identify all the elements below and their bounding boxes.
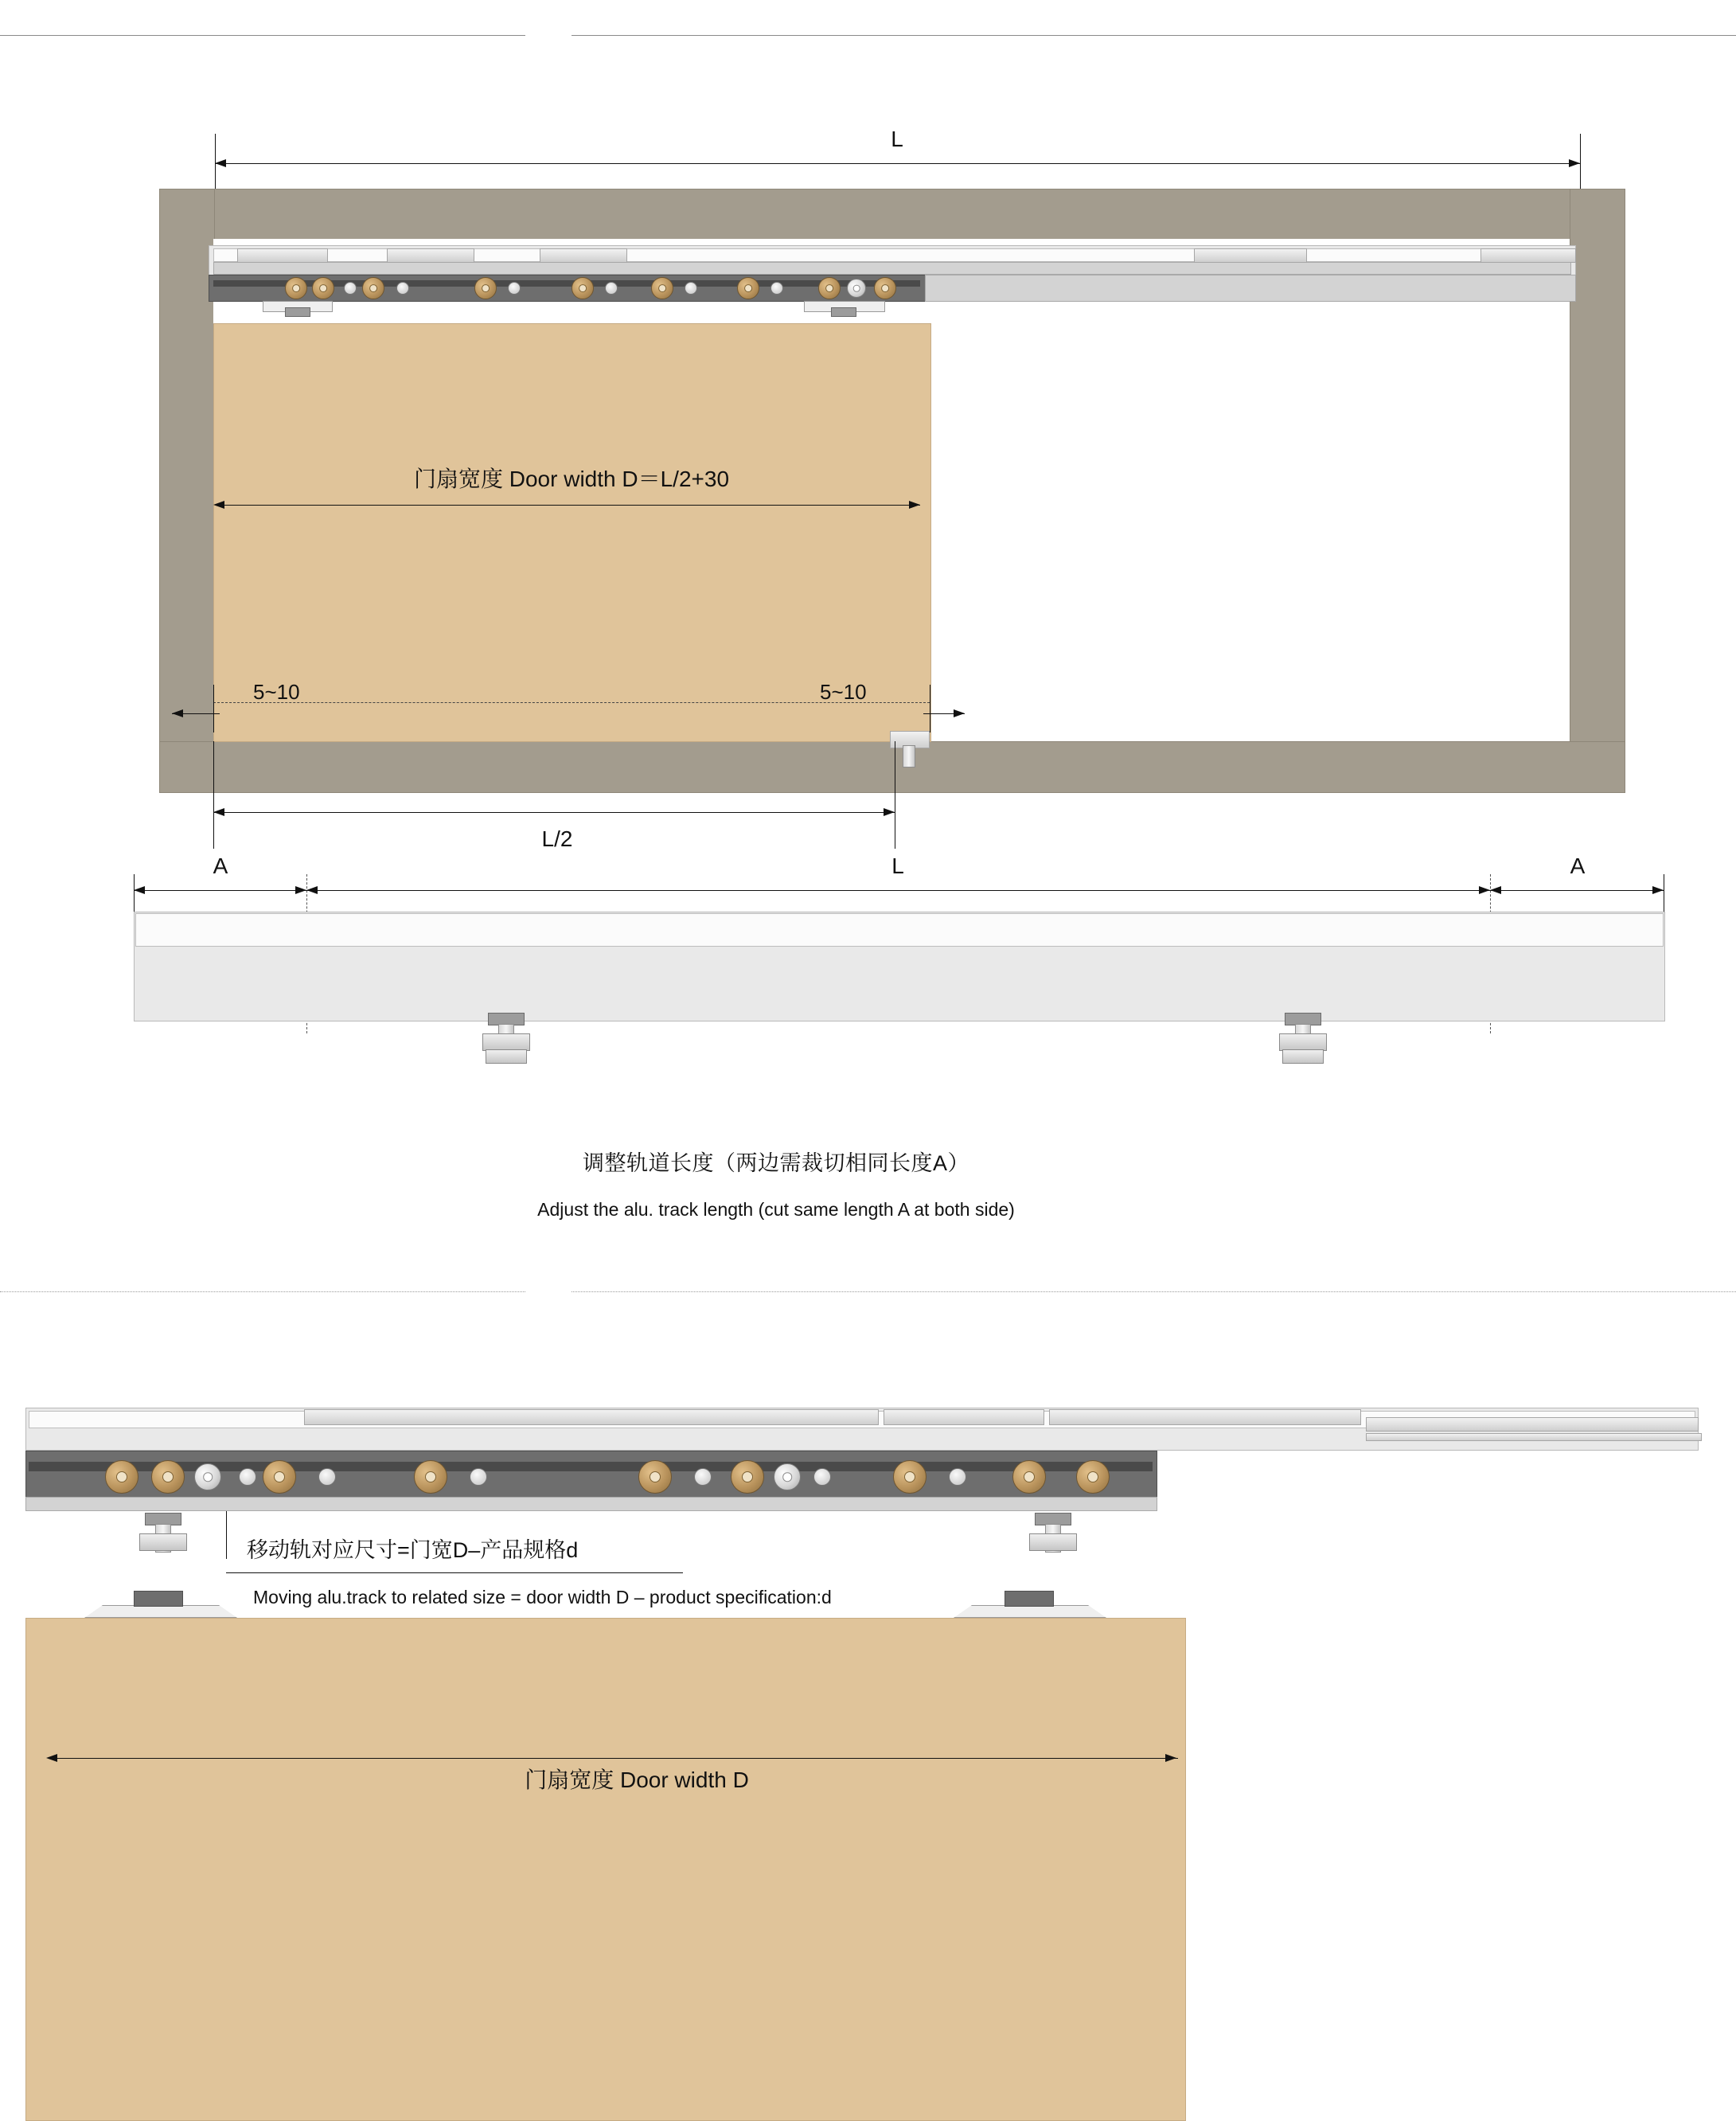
dim-arrow-A-left-start (134, 886, 145, 894)
track-bolt-base-left (486, 1049, 527, 1064)
detail-roller-wheel (638, 1460, 672, 1494)
detail-rail-plate-2 (884, 1409, 1044, 1425)
roller-nut (770, 282, 783, 295)
track-bolt-nut-right (1279, 1033, 1327, 1051)
note-english: Moving alu.track to related size = door width D – product specification:d (253, 1587, 832, 1607)
detail-rail-bottom-lip (25, 1497, 1157, 1511)
track-fixing-plate-4 (1194, 248, 1307, 263)
divider-rule-left (0, 1291, 525, 1292)
roller-nut (605, 282, 618, 295)
roller-wheel (285, 277, 307, 299)
dim-arrow-door-left (213, 501, 224, 509)
wall-left (159, 189, 215, 793)
detail-roller-wheel-silver (774, 1463, 801, 1490)
detail-roller-wheel (893, 1460, 927, 1494)
detail-roller-nut (949, 1468, 966, 1486)
dim-label-track-L: L (891, 853, 904, 878)
dim-line-track-L (306, 890, 1490, 891)
roller-wheel (312, 277, 334, 299)
detail-roller-wheel (414, 1460, 447, 1494)
track-fixing-plate-5 (1480, 248, 1576, 263)
detail-roller-nut (694, 1468, 712, 1486)
detail-bolt-nut-right (1029, 1533, 1077, 1551)
door-panel-bottom-figure (25, 1618, 1186, 2121)
roller-nut (344, 282, 357, 295)
detail-roller-wheel (1076, 1460, 1110, 1494)
roller-nut (685, 282, 697, 295)
dim-line-A-left (134, 890, 306, 891)
hanger-bolt-head-right (831, 307, 856, 317)
dim-arrow-A-right-end (1652, 886, 1664, 894)
detail-roller-nut (813, 1468, 831, 1486)
dim-arrow-half-left (213, 808, 224, 816)
dim-label-A-left: A (213, 853, 228, 878)
dim-arrow-A-left-end (295, 886, 306, 894)
detail-roller-wheel (1012, 1460, 1046, 1494)
dim-arrow-door-bottom-right (1165, 1754, 1176, 1762)
dim-line-A-right (1490, 890, 1664, 891)
dim-arrow-track-L-left (306, 886, 318, 894)
track-bolt-nut-left (482, 1033, 530, 1051)
detail-rail-tail (1366, 1417, 1699, 1432)
detail-roller-wheel (105, 1460, 138, 1494)
ext-line-gap-left (213, 685, 214, 732)
dim-line-L (215, 163, 1580, 164)
roller-wheel (474, 277, 497, 299)
wall-top (159, 189, 1625, 240)
dim-arrow-track-L-right (1479, 886, 1490, 894)
wall-right (1570, 189, 1625, 793)
door-width-label-bottom: 门扇宽度 Door width D (525, 1768, 749, 1792)
door-carrier-bracket-left (84, 1605, 237, 1618)
dim-arrow-L-left (215, 159, 226, 167)
note-chinese: 移动轨对应尺寸=门宽D–产品规格d (247, 1538, 579, 1562)
top-rule-right (572, 35, 1736, 36)
roller-wheel (572, 277, 594, 299)
door-carrier-block-left (134, 1591, 183, 1607)
detail-roller-wheel (731, 1460, 764, 1494)
note-leader-line (226, 1511, 227, 1559)
track-running-channel-right (925, 275, 1576, 302)
floor-guide-pin (903, 745, 915, 768)
roller-wheel (874, 277, 896, 299)
detail-rail-tail-thin (1366, 1433, 1702, 1441)
detail-rail-plate-3 (1049, 1409, 1361, 1425)
gap-label-left: 5~10 (253, 680, 300, 704)
detail-roller-nut (318, 1468, 336, 1486)
track-fixing-plate-3 (540, 248, 627, 263)
roller-nut (508, 282, 521, 295)
detail-roller-nut (239, 1468, 256, 1486)
note-underline-cn (226, 1572, 683, 1573)
detail-bolt-nut-left (139, 1533, 187, 1551)
detail-rail-plate-1 (304, 1409, 879, 1425)
roller-wheel (651, 277, 673, 299)
detail-roller-nut (470, 1468, 487, 1486)
dim-label-half: L/2 (541, 826, 573, 851)
door-width-label-top: 门扇宽度 Door width D＝L/2+30 (413, 467, 730, 491)
dim-label-A-right: A (1570, 853, 1586, 878)
gap-arrow-right (954, 709, 965, 717)
roller-wheel (362, 277, 384, 299)
roller-wheel-silver (847, 279, 866, 298)
dim-arrow-A-right-start (1490, 886, 1501, 894)
ext-line-half-left (213, 741, 214, 849)
track-bolt-base-right (1282, 1049, 1324, 1064)
dim-arrow-door-bottom-left (46, 1754, 57, 1762)
track-fixing-plate-1 (237, 248, 328, 263)
track-rail-shadow (213, 262, 1571, 275)
hanger-bolt-head-left (285, 307, 310, 317)
gap-label-right: 5~10 (820, 680, 867, 704)
detail-roller-wheel (263, 1460, 296, 1494)
roller-nut (396, 282, 409, 295)
detail-roller-wheel-silver (194, 1463, 221, 1490)
dim-arrow-door-right (909, 501, 920, 509)
caption-chinese: 调整轨道长度（两边需裁切相同长度A） (582, 1151, 970, 1175)
door-carrier-bracket-right (954, 1605, 1106, 1618)
dim-line-door-width-bottom (56, 1758, 1178, 1759)
detail-roller-wheel (151, 1460, 185, 1494)
dim-arrow-half-right (884, 808, 895, 816)
divider-rule-right (572, 1291, 1736, 1292)
gap-arrow-left (172, 709, 183, 717)
track-fixing-plate-2 (387, 248, 474, 263)
roller-wheel (818, 277, 841, 299)
top-rule-left (0, 35, 525, 36)
door-carrier-block-right (1005, 1591, 1054, 1607)
roller-wheel (737, 277, 759, 299)
dim-label-L: L (891, 127, 903, 151)
dim-line-door-width (223, 505, 920, 506)
dim-arrow-L-right (1569, 159, 1580, 167)
alu-track-bar-highlight (135, 913, 1664, 947)
wall-bottom (159, 741, 1625, 793)
dim-line-half (213, 812, 895, 813)
caption-english: Adjust the alu. track length (cut same length A at both side) (537, 1199, 1015, 1220)
